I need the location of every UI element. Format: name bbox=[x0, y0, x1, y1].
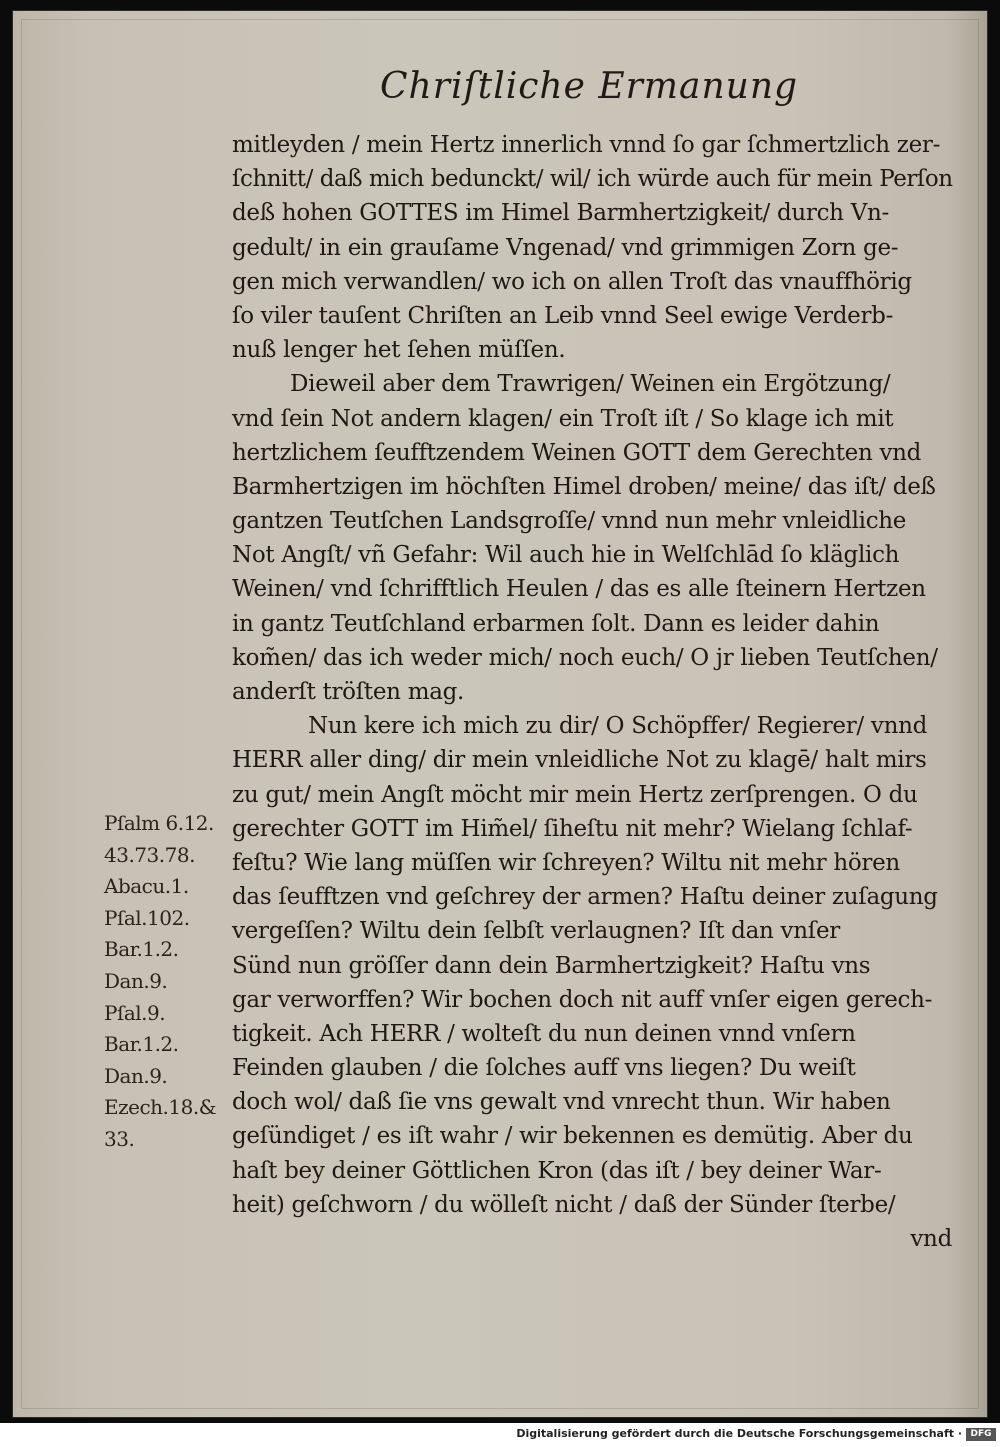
text-line: in gantz Teutſchland erbarmen ſolt. Dann es leider dahin bbox=[232, 610, 880, 637]
text-line: vergeſſen? Wiltu dein ſelbſt verlaugnen? Iſt dan vnſer bbox=[232, 918, 840, 945]
margin-note: Pſal.102. bbox=[104, 905, 190, 930]
funding-notice: Digitalisierung gefördert durch die Deutsche Forschungsgemeinschaft · bbox=[516, 1427, 962, 1440]
text-line: gedult/ in ein grauſame Vngenad/ vnd grimmigen Zorn ge- bbox=[232, 234, 899, 261]
margin-note: Ezech.18.& bbox=[104, 1095, 217, 1120]
text-line: gen mich verwandlen/ wo ich on allen Troſt das vnauffhörig bbox=[232, 268, 912, 295]
dfg-logo: DFG bbox=[966, 1428, 996, 1441]
text-line: Sünd nun gröſſer dann dein Barmhertzigkeit? Haſtu vns bbox=[232, 952, 871, 979]
text-line: Weinen/ vnd ſchrifftlich Heulen / das es alle ſteinern Hertzen bbox=[232, 576, 926, 603]
text-line: anderſt tröſten mag. bbox=[232, 679, 465, 705]
text-line: mitleyden / mein Hertz innerlich vnnd ſo gar ſchmertzlich zer- bbox=[232, 132, 941, 158]
text-line: Dieweil aber dem Trawrigen/ Weinen ein Ergötzung/ bbox=[290, 371, 891, 398]
margin-note: Bar.1.2. bbox=[104, 937, 179, 962]
text-line: ſchnitt/ daß mich bedunckt/ wil/ ich würde auch für mein Perſon bbox=[232, 166, 953, 193]
text-line: gerechter GOTT im Him̃el/ ſiheſtu nit mehr? Wielang ſchlaf- bbox=[232, 815, 913, 842]
text-line: nuß lenger het ſehen müſſen. bbox=[232, 337, 566, 364]
text-line: Barmhertzigen im höchſten Himel droben/ meine/ das iſt/ deß bbox=[232, 473, 936, 500]
text-line: geſündiget / es iſt wahr / wir bekennen es demütig. Aber du bbox=[232, 1123, 913, 1150]
text-line: gantzen Teutſchen Landsgroſſe/ vnnd nun mehr vnleidliche bbox=[232, 508, 907, 535]
text-line: deß hohen GOTTES im Himel Barmhertzigkeit/ durch Vn- bbox=[232, 200, 890, 227]
text-line: hertzlichem ſeufftzendem Weinen GOTT dem Gerechten vnd bbox=[232, 439, 922, 466]
text-line: haſt bey deiner Göttlichen Kron (das iſt / bey deiner War- bbox=[232, 1157, 882, 1184]
margin-note: Dan.9. bbox=[104, 1063, 168, 1088]
text-line: tigkeit. Ach HERR / wolteſt du nun deinen vnnd vnſern bbox=[232, 1020, 856, 1047]
text-line: Feinden glauben / die ſolches auff vns liegen? Du weiſt bbox=[232, 1055, 856, 1082]
margin-note: Bar.1.2. bbox=[104, 1032, 179, 1057]
text-line: vnd ſein Not andern klagen/ ein Troſt iſt / So klage ich mit bbox=[232, 405, 894, 432]
text-line: vnd bbox=[910, 1226, 952, 1252]
text-line: gar verworffen? Wir bochen doch nit auff vnſer eigen gerech- bbox=[232, 986, 933, 1013]
margin-note: Dan.9. bbox=[104, 968, 168, 993]
text-line: feſtu? Wie lang müſſen wir ſchreyen? Wiltu nit mehr hören bbox=[232, 849, 900, 876]
margin-note: 43.73.78. bbox=[104, 842, 195, 867]
text-line: zu gut/ mein Angſt möcht mir mein Hertz zerſprengen. O du bbox=[232, 781, 918, 808]
text-line: Nun kere ich mich zu dir/ O Schöpffer/ Regierer/ vnnd bbox=[308, 713, 928, 740]
margin-note: Pſalm 6.12. bbox=[104, 811, 214, 835]
text-line: kom̃en/ das ich weder mich/ noch euch/ O jr lieben Teutſchen/ bbox=[232, 644, 938, 671]
margin-note: Pſal.9. bbox=[104, 1000, 166, 1025]
margin-notes bbox=[104, 808, 244, 1156]
text-line: heit) geſchworn / du wölleſt nicht / daß der Sünder ſterbe/ bbox=[232, 1191, 896, 1218]
margin-note: 33. bbox=[104, 1126, 135, 1151]
running-head: Chriſtliche Ermanung bbox=[380, 66, 799, 107]
body-text bbox=[232, 128, 952, 1256]
margin-note: Abacu.1. bbox=[104, 874, 189, 899]
text-line: das ſeufftzen vnd geſchrey der armen? Haſtu deiner zuſagung bbox=[232, 884, 938, 911]
footer-bar bbox=[0, 1423, 1000, 1447]
text-line: HERR aller ding/ dir mein vnleidliche Not zu klagē/ halt mirs bbox=[232, 747, 927, 774]
text-line: ſo viler tauſent Chriſten an Leib vnnd Seel ewige Verderb- bbox=[232, 302, 894, 329]
text-line: Not Angſt/ vñ Gefahr: Wil auch hie in Welſchlād ſo kläglich bbox=[232, 542, 900, 569]
text-line: doch wol/ daß ſie vns gewalt vnd vnrecht thun. Wir haben bbox=[232, 1089, 891, 1116]
